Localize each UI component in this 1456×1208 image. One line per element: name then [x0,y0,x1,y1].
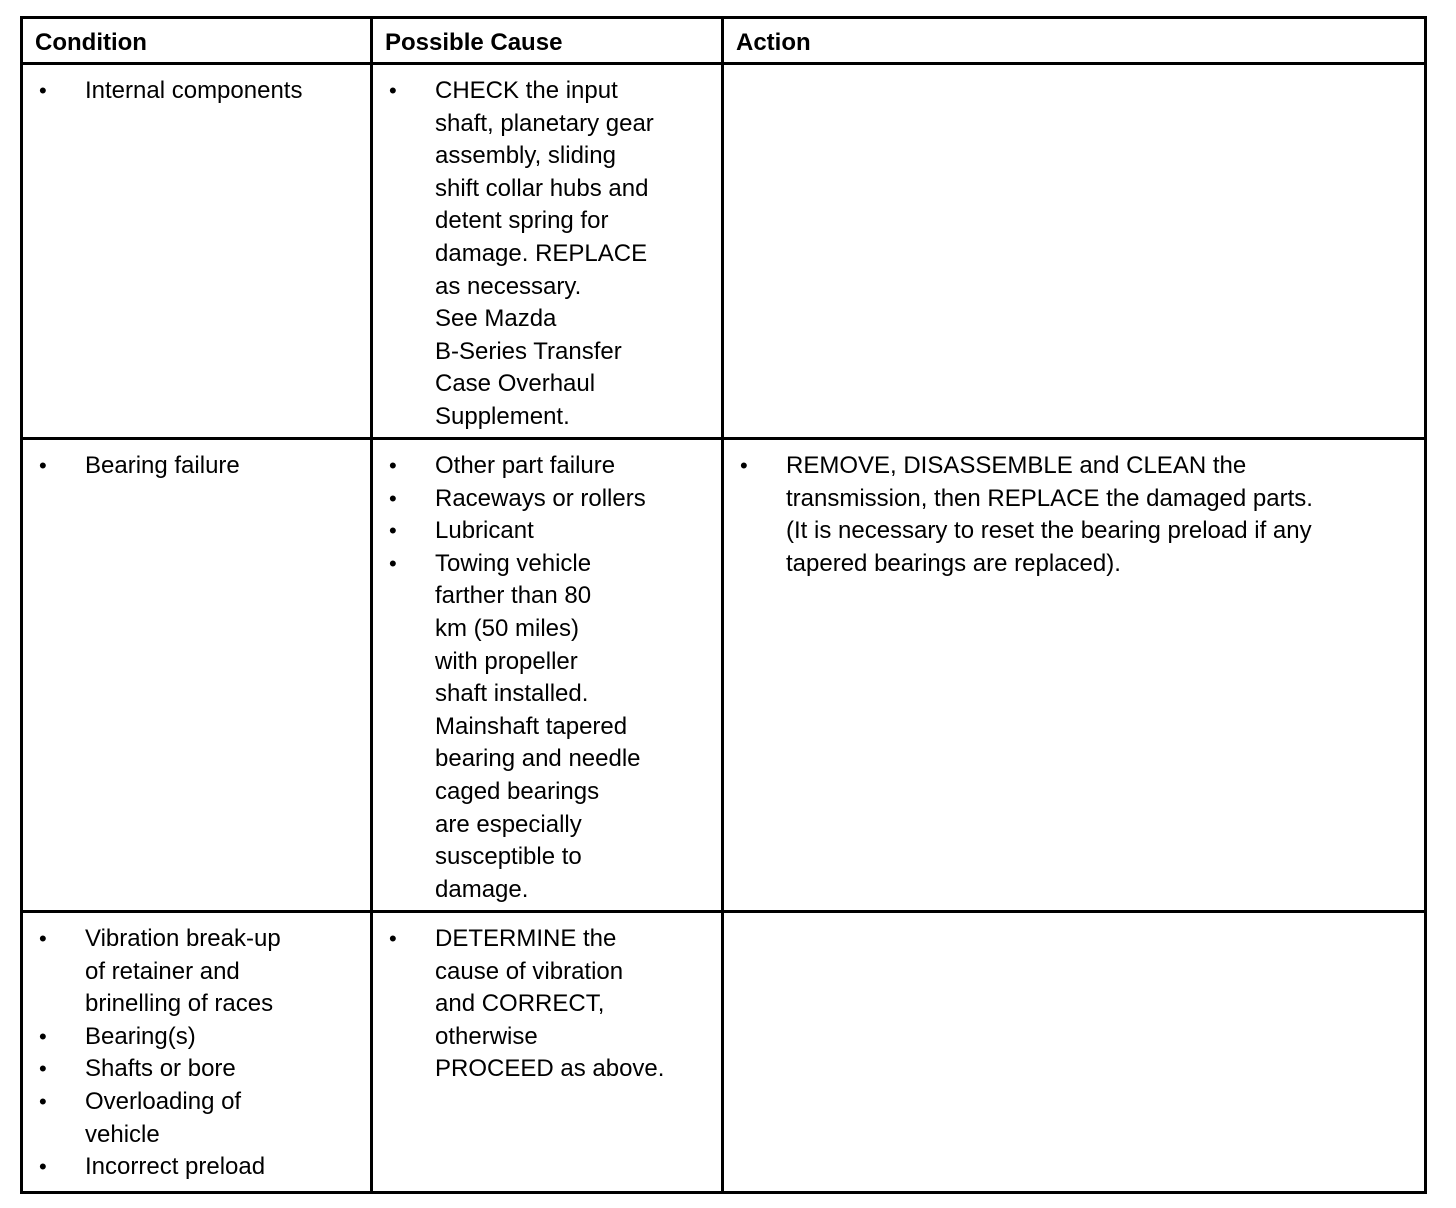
possible-cause-cell [372,912,723,1193]
list-item: • Vibration break-up of retainer and brinelling of races [35,923,358,1021]
possible-cause-list [373,440,721,906]
possible-cause-cell [372,439,723,912]
list-item: • Overloading of vehicle [35,1086,358,1151]
condition-list [23,913,370,1184]
table-row [22,64,1426,439]
condition-cell [22,439,372,912]
list-item: • REMOVE, DISASSEMBLE and CLEAN the transmission, then REPLACE the damaged parts. (It is necessary to reset the bearing preload if any tapered bearings are replaced). [736,450,1412,580]
possible-cause-cell [372,64,723,439]
condition-list [23,65,370,108]
condition-list [23,440,370,483]
action-list [724,440,1424,580]
list-item: • Towing vehicle farther than 80 km (50 miles) with propeller shaft installed. Mainshaft tapered bearing and needle caged bearings are especially susceptible to damage. [385,548,709,907]
header-action: Action [723,18,1426,64]
table-row [22,439,1426,912]
action-cell [723,439,1426,912]
list-item: • Internal components [35,75,358,108]
header-possible-cause: Possible Cause [372,18,723,64]
condition-cell [22,64,372,439]
list-item: • Shafts or bore [35,1053,358,1086]
list-item: • Incorrect preload [35,1151,358,1184]
list-item: • Raceways or rollers [385,483,709,516]
table-row [22,912,1426,1193]
list-item: • Bearing(s) [35,1021,358,1054]
list-item: • Other part failure [385,450,709,483]
list-item: • Lubricant [385,515,709,548]
header-condition: Condition [22,18,372,64]
list-item: • Bearing failure [35,450,358,483]
possible-cause-list [373,913,721,1086]
action-cell [723,912,1426,1193]
header-row [22,18,1426,64]
condition-cell [22,912,372,1193]
list-item: • CHECK the input shaft, planetary gear assembly, sliding shift collar hubs and detent spring for damage. REPLACE as necessary. See Mazda B-Series Transfer Case Overhaul Supplement. [385,75,709,434]
action-cell [723,64,1426,439]
diagnosis-table [20,16,1427,1194]
list-item: • DETERMINE the cause of vibration and CORRECT, otherwise PROCEED as above. [385,923,709,1086]
possible-cause-list [373,65,721,434]
